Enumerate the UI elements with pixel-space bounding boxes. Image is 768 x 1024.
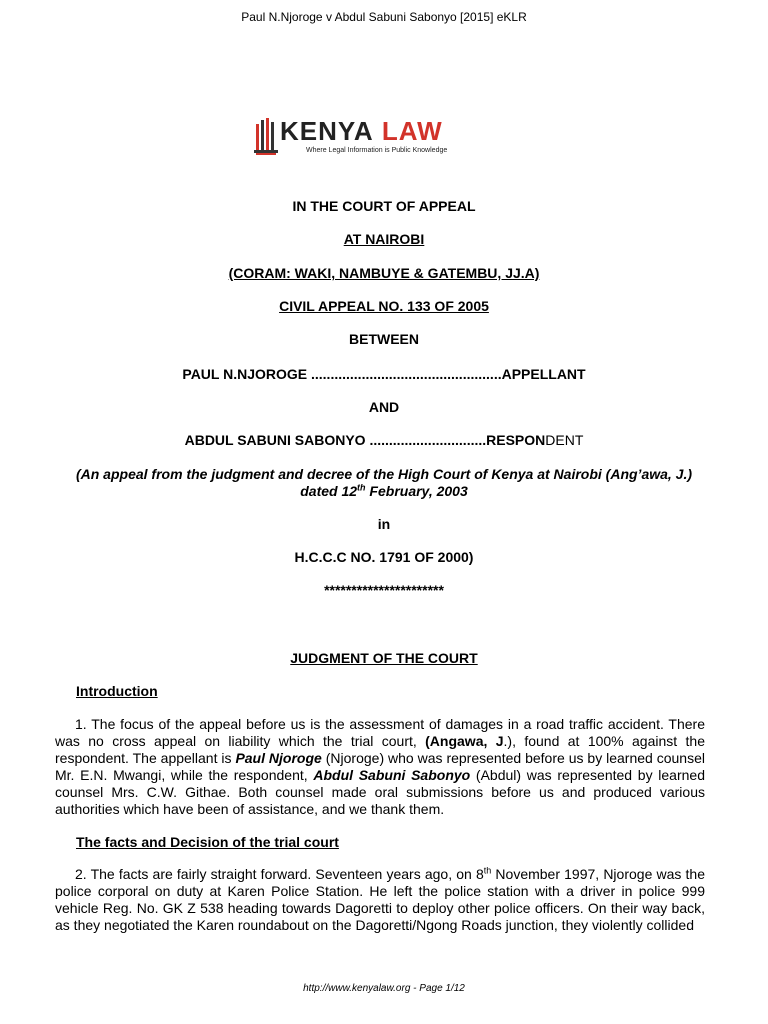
page-footer[interactable]: http://www.kenyalaw.org - Page 1/12 <box>303 983 465 994</box>
appeal-number: CIVIL APPEAL NO. 133 OF 2005 <box>279 298 489 314</box>
court-place: AT NAIROBI <box>343 231 425 247</box>
hccc-number: H.C.C.C NO. 1791 OF 2000) <box>294 549 474 565</box>
appeal-from-line-2: dated 12th February, 2003 <box>300 482 468 499</box>
logo-tagline: Where Legal Information is Public Knowledge <box>306 147 448 154</box>
paragraph-2: 2. The facts are fairly straight forward. Seventeen years ago, on 8th November 1997, Njoroge was the police corporal on duty at Karen Police Station. He left the police station with a driver in police 999 vehicle Reg. No. GK Z 538 heading towards Dagoretti to deploy other police officers. On their way back, as they negotiated the Karen roundabout on the Dagoretti/Ngong Roads junction, they violently collided <box>55 865 705 933</box>
between-label: BETWEEN <box>349 331 419 347</box>
coram: (CORAM: WAKI, NAMBUYE & GATEMBU, JJ.A) <box>228 265 540 281</box>
in-label: in <box>377 516 391 532</box>
appellant-line: PAUL N.NJOROGE .................................................APPELLANT <box>182 366 586 382</box>
running-header: Paul N.Njoroge v Abdul Sabuni Sabonyo [2015] eKLR <box>241 10 527 24</box>
kenya-law-logo <box>254 116 474 158</box>
introduction-heading: Introduction <box>76 683 158 699</box>
court-name: IN THE COURT OF APPEAL <box>292 198 476 214</box>
separator-stars: ********************** <box>324 582 444 598</box>
respondent-line: ABDUL SABUNI SABONYO ..............................RESPONDENT <box>184 432 584 448</box>
and-label: AND <box>368 399 400 415</box>
facts-heading: The facts and Decision of the trial court <box>76 834 339 850</box>
paragraph-1: 1. The focus of the appeal before us is the assessment of damages in a road traffic accident. There was no cross appeal on liability which the trial court, (Angawa, J.), found at 100% against the respondent. The appellant is Paul Njoroge (Njoroge) who was represented before us by learned counsel Mr. E.N. Mwangi, while the respondent, Abdul Sabuni Sabonyo (Abdul) was represented by learned counsel Mrs. C.W. Githae. Both counsel made oral submissions before us and produced various authorities which have been of assistance, and we thank them. <box>55 716 705 817</box>
pillars-icon <box>254 116 280 156</box>
appeal-from-line-1: (An appeal from the judgment and decree of the High Court of Kenya at Nairobi (Ang’awa, J.) <box>75 466 693 482</box>
judgment-title: JUDGMENT OF THE COURT <box>290 650 478 666</box>
logo-wordmark: KENYA LAW <box>280 116 443 146</box>
